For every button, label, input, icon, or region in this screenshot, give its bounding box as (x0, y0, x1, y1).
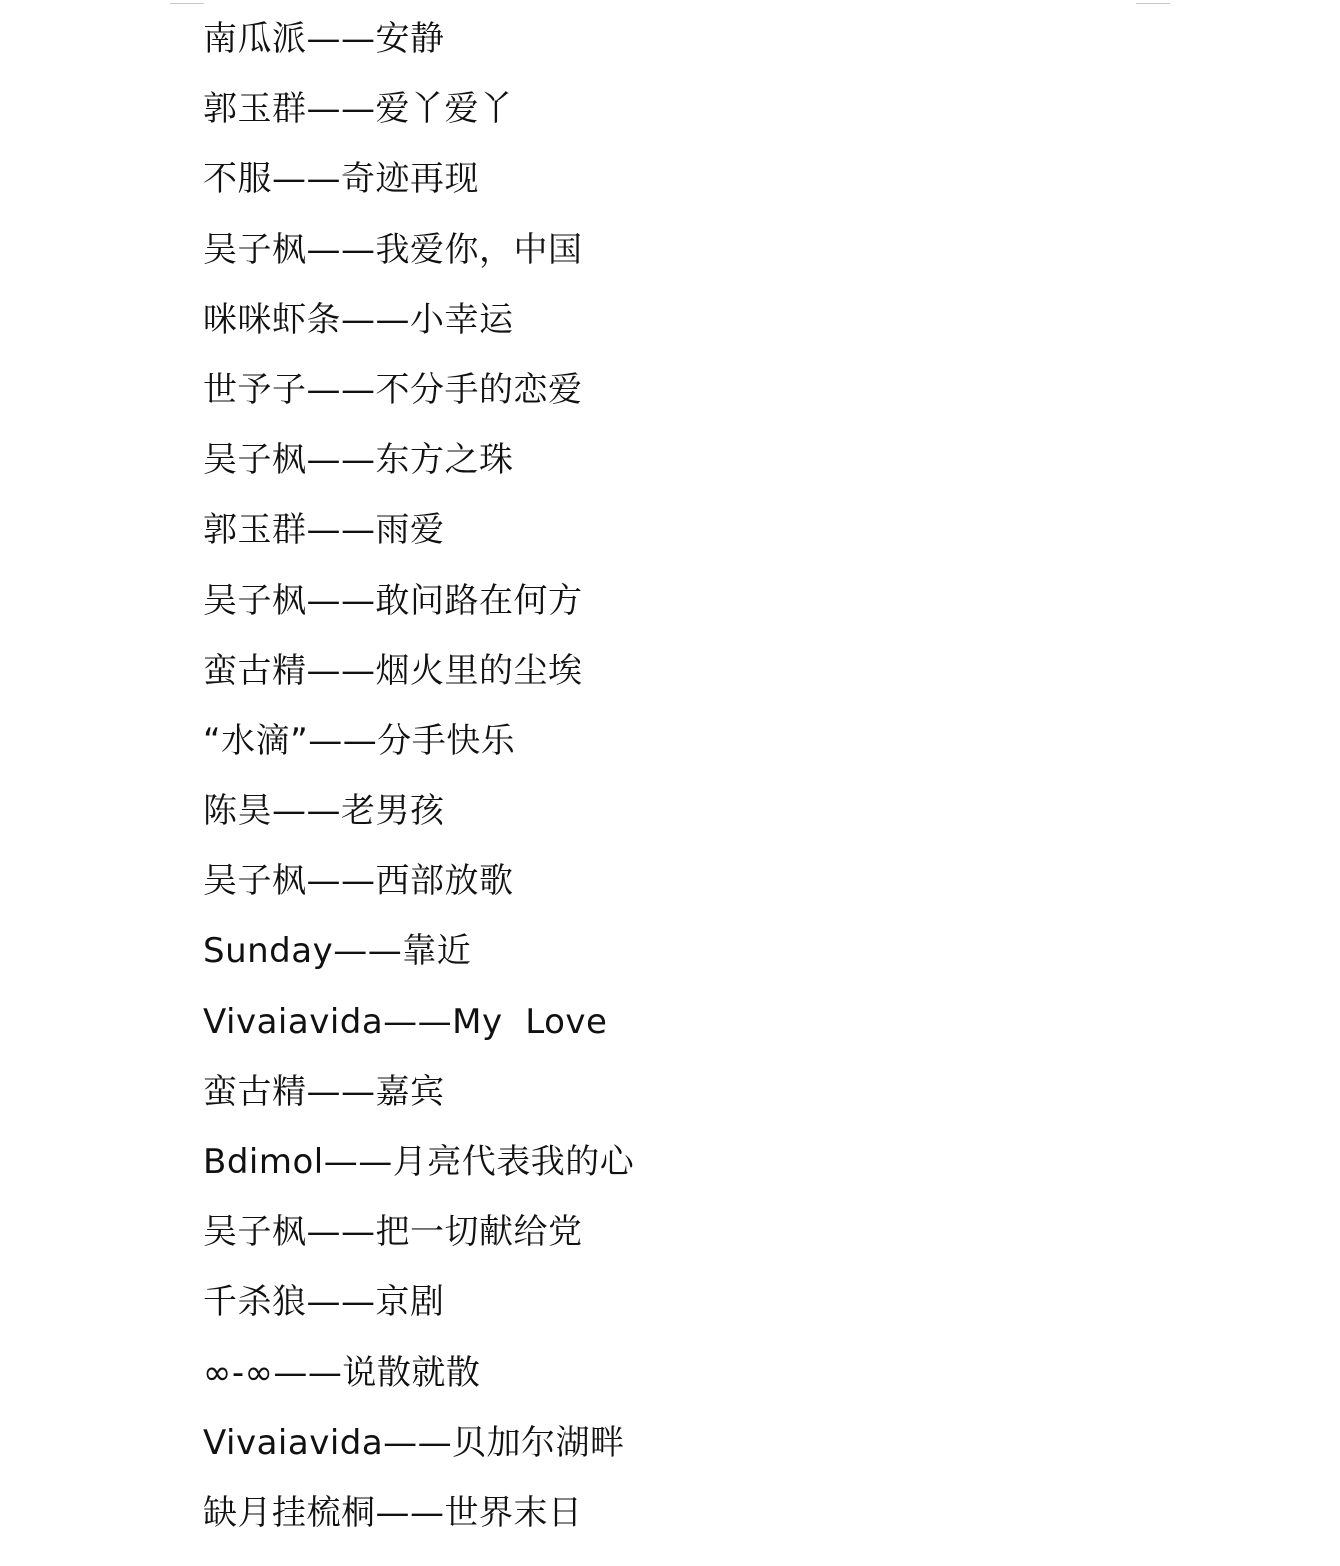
page-corner-mark-left (170, 0, 204, 4)
list-item: 陈昊——老男孩 (203, 791, 445, 832)
list-item: 吴子枫——西部放歌 (203, 861, 514, 902)
list-item: 南瓜派——安静 (203, 19, 445, 59)
list-item: 蛮古精——烟火里的尘埃 (203, 650, 583, 691)
list-item: 郭玉群——雨爱 (203, 510, 445, 551)
list-item: 千杀狼——京剧 (203, 1282, 445, 1323)
list-item: 郭玉群——爱丫爱丫 (203, 89, 514, 130)
list-item: 缺月挂梳桐——世界末日 (203, 1492, 583, 1533)
list-item: 不服——奇迹再现 (203, 159, 479, 200)
list-item: 吴子枫——把一切献给党 (203, 1212, 583, 1253)
list-item: 蛮古精——嘉宾 (203, 1071, 445, 1112)
list-item: Sunday——靠近 (203, 931, 472, 972)
list-item: 咪咪虾条——小幸运 (203, 299, 514, 340)
page-corner-mark-right (1136, 0, 1170, 4)
list-item: ∞-∞——说散就散 (203, 1352, 481, 1393)
list-item: Vivaiavida——贝加尔湖畔 (203, 1422, 625, 1463)
program-list (203, 17, 634, 1561)
list-item: 世予子——不分手的恋爱 (203, 369, 583, 410)
list-item: Bdimol——月亮代表我的心 (203, 1142, 635, 1182)
list-item: Vivaiavida——My Love (203, 1001, 608, 1042)
list-item: 吴子枫——我爱你，中国 (203, 229, 583, 270)
list-item: 吴子枫——敢问路在何方 (203, 580, 583, 621)
list-item: “水滴”——分手快乐 (203, 720, 516, 761)
list-item: 吴子枫——东方之珠 (203, 440, 514, 481)
